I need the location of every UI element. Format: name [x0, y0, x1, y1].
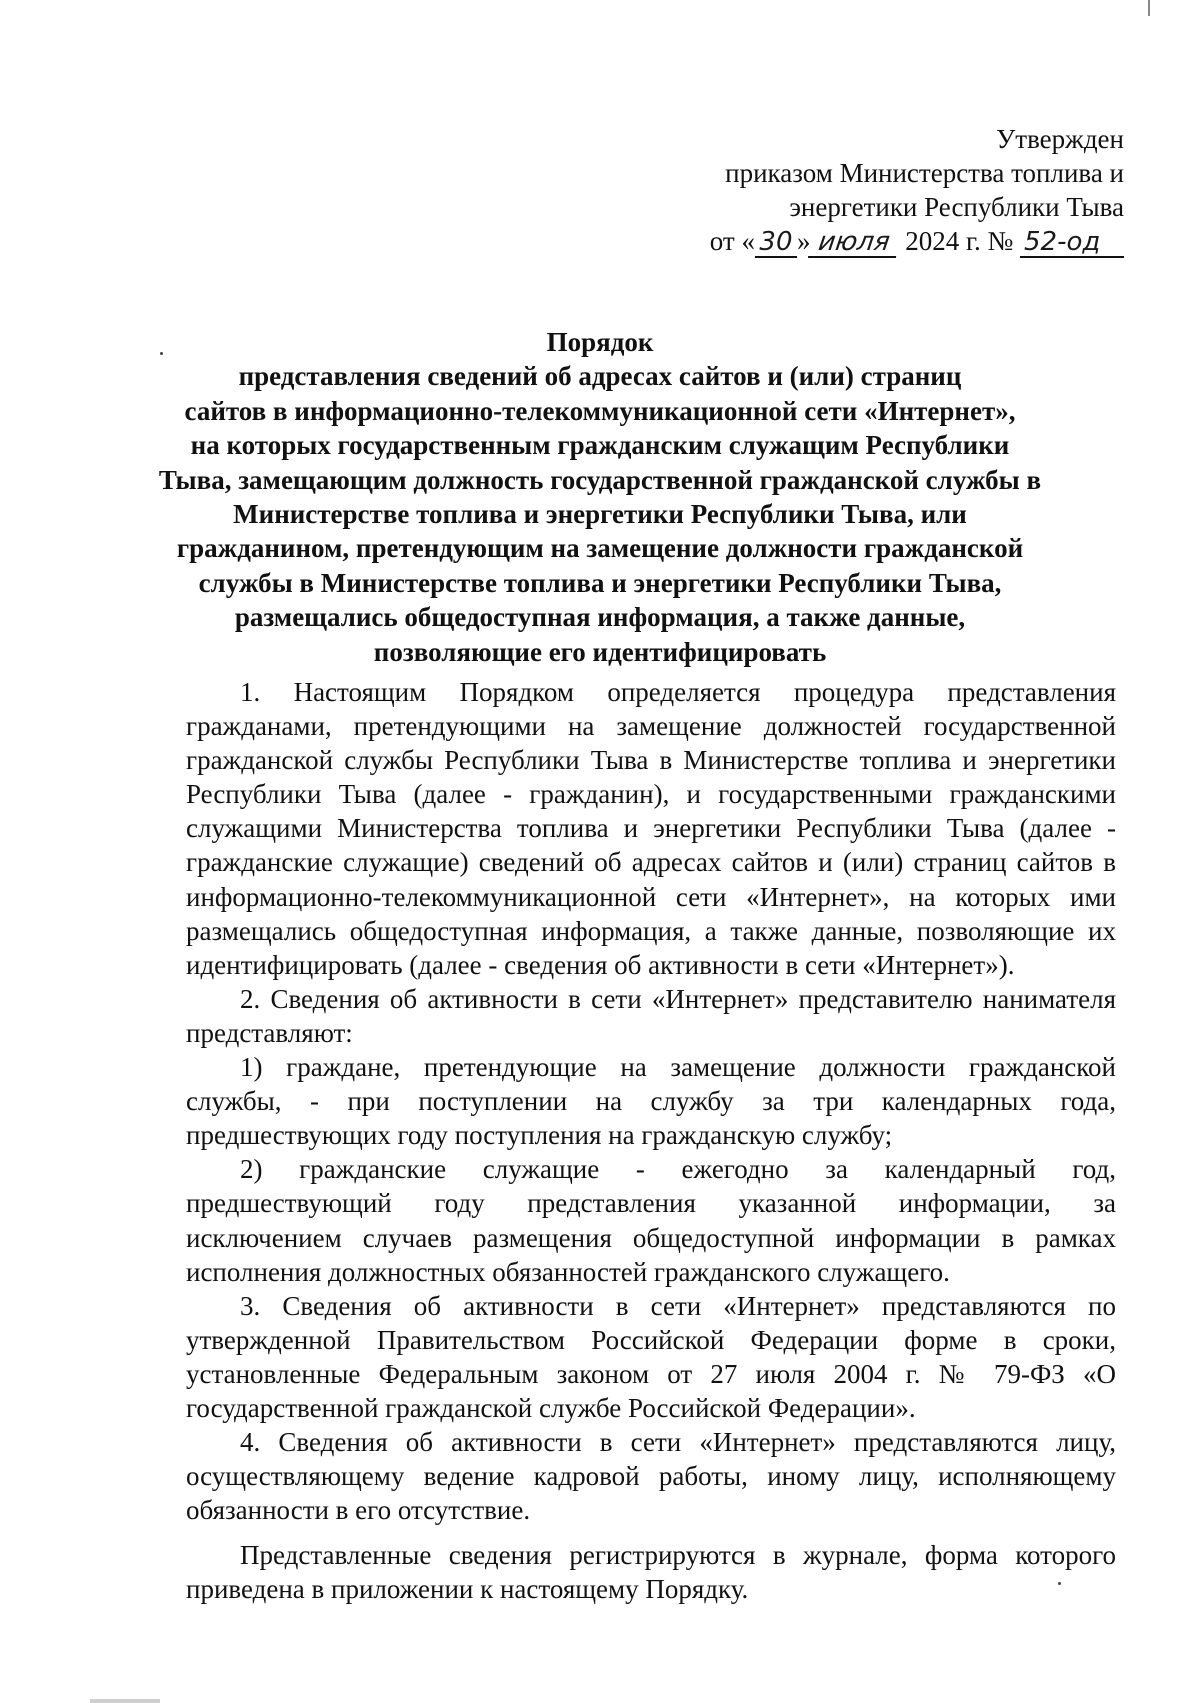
text-line: информационно-телекоммуникационной сети «Интернет», на которых ими [186, 881, 1116, 912]
text-line: гражданские служащие) сведений об адресах сайтов и (или) страниц сайтов в [186, 847, 1116, 878]
scan-dot [1058, 1582, 1061, 1585]
handwritten-day: 30 [755, 228, 797, 258]
text-line: установленные Федеральным законом от 27 июля 2004 г. № 79-ФЗ «О [186, 1358, 1116, 1389]
date-year: 2024 г. № [898, 226, 1020, 256]
approval-order-line: приказом Министерства топлива и [725, 158, 1124, 188]
text-line: приведена в приложении к настоящему Порядку. [186, 1574, 749, 1605]
title-line: позволяющие его идентифицировать [373, 636, 827, 667]
date-prefix: от « [709, 226, 755, 256]
text-line: обязанности в его отсутствие. [186, 1495, 531, 1526]
approval-stamp-block [710, 122, 1124, 258]
scan-edge-mark [1148, 0, 1150, 16]
approval-title: Утвержден [996, 124, 1124, 154]
paragraph-3 [186, 1289, 1116, 1425]
text-line: гражданами, претендующими на замещение должностей государственной [186, 711, 1116, 742]
text-line: исключением случаев размещения общедоступной информации в рамках [186, 1222, 1116, 1253]
text-line: предшествующий году представления указанной информации, за [186, 1188, 1116, 1219]
paragraph-5 [186, 1538, 1116, 1606]
scan-bottom-smudge [90, 1699, 160, 1703]
text-line: идентифицировать (далее - сведения об активности в сети «Интернет»). [186, 949, 1015, 980]
title-line: на которых государственным гражданским служащим Республики [190, 430, 1010, 461]
title-line: сайтов в информационно-телекоммуникационной сети «Интернет», [184, 395, 1016, 426]
title-line: Тыва, замещающим должность государственной гражданской службы в [158, 464, 1042, 495]
text-line: предшествующих году поступления на гражданскую службу; [186, 1120, 893, 1151]
text-line: 2) гражданские служащие - ежегодно за календарный год, [240, 1154, 1116, 1185]
text-line: осуществляющему ведение кадровой работы, иному лицу, исполняющему [186, 1461, 1116, 1492]
text-line: служащими Министерства топлива и энергетики Республики Тыва (далее - [186, 813, 1116, 844]
text-line: 2. Сведения об активности в сети «Интернет» представителю нанимателя [240, 983, 1116, 1014]
text-line: 1. Настоящим Порядком определяется процедура представления [240, 677, 1116, 707]
handwritten-order-number: 52-од [1020, 228, 1124, 258]
paragraph-2-item-1 [186, 1050, 1116, 1152]
text-line: представляют: [186, 1017, 353, 1048]
paragraph-2 [186, 982, 1116, 1050]
text-line: утвержденной Правительством Российской Федерации форме в сроки, [186, 1324, 1116, 1355]
text-line: службы, - при поступлении на службу за три календарных года, [186, 1086, 1116, 1117]
document-body [186, 675, 1116, 1607]
handwritten-month: июля [808, 228, 900, 258]
approval-ministry-line: энергетики Республики Тыва [789, 192, 1124, 222]
approval-date-line [710, 224, 1124, 258]
text-line: 4. Сведения об активности в сети «Интернет» представляются лицу, [240, 1427, 1116, 1458]
text-line: 1) граждане, претендующие на замещение должности гражданской [240, 1052, 1116, 1083]
paragraph-gap [186, 1527, 1116, 1538]
document-title [150, 325, 1050, 669]
title-line: Министерстве топлива и энергетики Республики Тыва, или [233, 499, 967, 530]
text-line: гражданской службы Республики Тыва в Министерстве топлива и энергетики [186, 745, 1116, 776]
text-line: размещались общедоступная информация, а также данные, позволяющие их [186, 915, 1116, 946]
text-line: Представленные сведения регистрируются в журнале, форма которого [240, 1540, 1116, 1571]
title-line: гражданином, претендующим на замещение должности гражданской [176, 533, 1024, 564]
text-line: государственной гражданской службе Российской Федерации». [186, 1392, 916, 1423]
date-mid: » [796, 226, 811, 256]
title-heading: Порядок [546, 327, 654, 357]
paragraph-1 [186, 675, 1116, 982]
text-line: 3. Сведения об активности в сети «Интернет» представляются по [240, 1290, 1116, 1321]
title-line: представления сведений об адресах сайтов и (или) страниц [238, 361, 962, 392]
title-line: службы в Министерстве топлива и энергетики Республики Тыва, [198, 567, 1002, 598]
paragraph-4 [186, 1425, 1116, 1527]
title-line: размещались общедоступная информация, а также данные, [234, 602, 966, 633]
text-line: исполнения должностных обязанностей гражданского служащего. [186, 1256, 950, 1287]
paragraph-2-item-2 [186, 1152, 1116, 1288]
text-line: Республики Тыва (далее - гражданин), и государственными гражданскими [186, 779, 1116, 810]
